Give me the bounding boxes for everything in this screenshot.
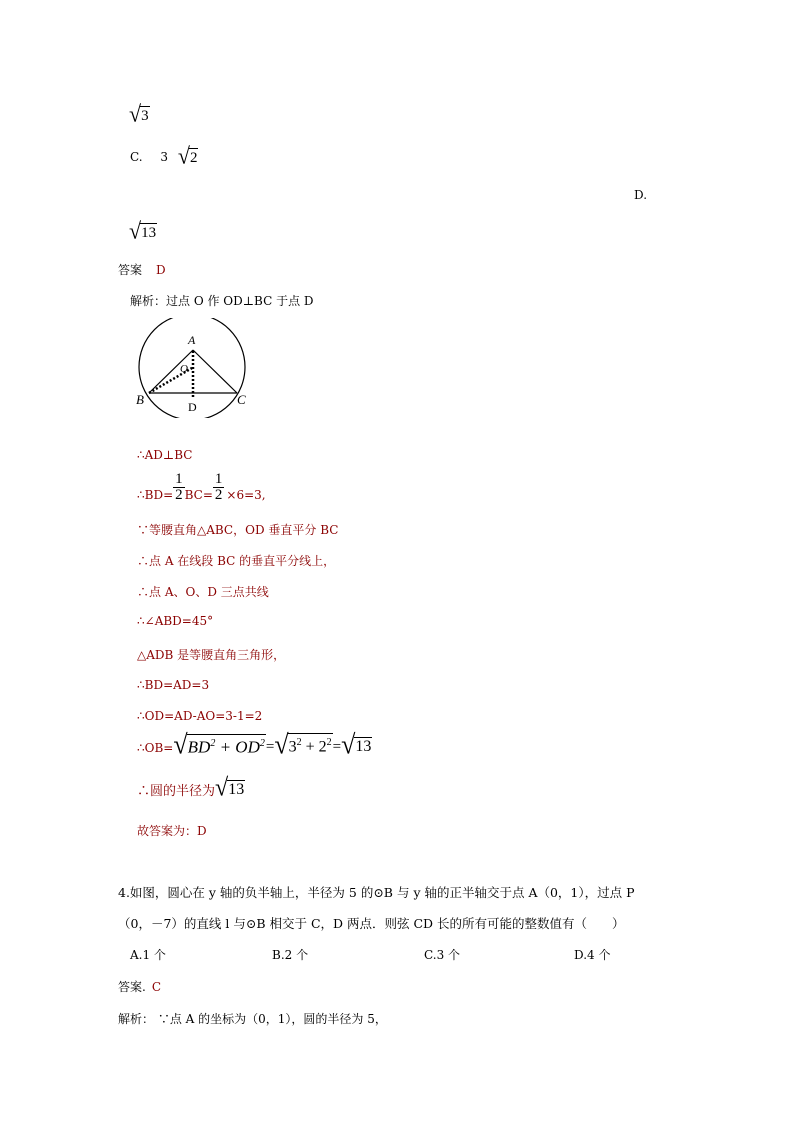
- option-b-value: √ 3: [129, 100, 149, 127]
- step-4: ∴点 A 在线段 BC 的垂直平分线上，: [137, 554, 336, 568]
- step-10: ∴OB= √ $BD^2 + OD^2$ = √ $3^2 + 2^2$ = √ 13: [137, 729, 372, 761]
- step-9: ∴OD=AD-AO=3-1=2: [137, 709, 263, 723]
- step-7: △ADB 是等腰直角三角形，: [137, 648, 286, 662]
- step-3: ∵等腰直角△ABC，OD 垂直平分 BC: [137, 523, 339, 537]
- option-c: C. 3 √ 2: [130, 142, 198, 169]
- step-12: 故答案为：D: [137, 824, 207, 838]
- segment-ac: [193, 350, 237, 393]
- option-d-label: D.: [634, 188, 648, 202]
- step-2: ∴BD= $\frac{1}{2}$ BC= $\frac{1}{2}$ ×6=3,: [137, 471, 266, 503]
- q4-option-b: B.2 个: [272, 948, 309, 962]
- analysis-intro: 解析：过点 O 作 OD⊥BC 于点 D: [130, 294, 314, 308]
- answer-line: 答案 D: [118, 263, 166, 277]
- q4-option-d: D.4 个: [574, 948, 611, 962]
- step-8: ∴BD=AD=3: [137, 678, 210, 692]
- step-11: ∴圆的半径为 √ 13: [137, 774, 245, 802]
- step-6: ∴∠ABD=45°: [137, 614, 214, 628]
- label-c: C: [237, 392, 246, 407]
- q4-answer: 答案. C: [118, 980, 162, 994]
- q4-line-2: （0，－7）的直线 l 与⊙B 相交于 C，D 两点．则弦 CD 长的所有可能的整数值有（ ）: [118, 916, 625, 931]
- label-b: B: [136, 392, 144, 407]
- q4-analysis: 解析： ∵点 A 的坐标为（0，1），圆的半径为 5，: [118, 1012, 387, 1026]
- q4-line-1: 4.如图，圆心在 y 轴的负半轴上，半径为 5 的⊙B 与 y 轴的正半轴交于点 A（0，1），过点 P: [118, 885, 635, 900]
- step-1: ∴AD⊥BC: [137, 448, 193, 462]
- circle-figure: [130, 318, 260, 418]
- q4-option-c: C.3 个: [424, 948, 461, 962]
- step-5: ∴点 A、O、D 三点共线: [137, 585, 269, 599]
- label-a: A: [188, 333, 196, 347]
- label-d: D: [188, 400, 197, 414]
- q4-option-a: A.1 个: [130, 948, 166, 962]
- option-d-value: √ 13: [129, 217, 157, 244]
- label-o: O: [180, 363, 188, 375]
